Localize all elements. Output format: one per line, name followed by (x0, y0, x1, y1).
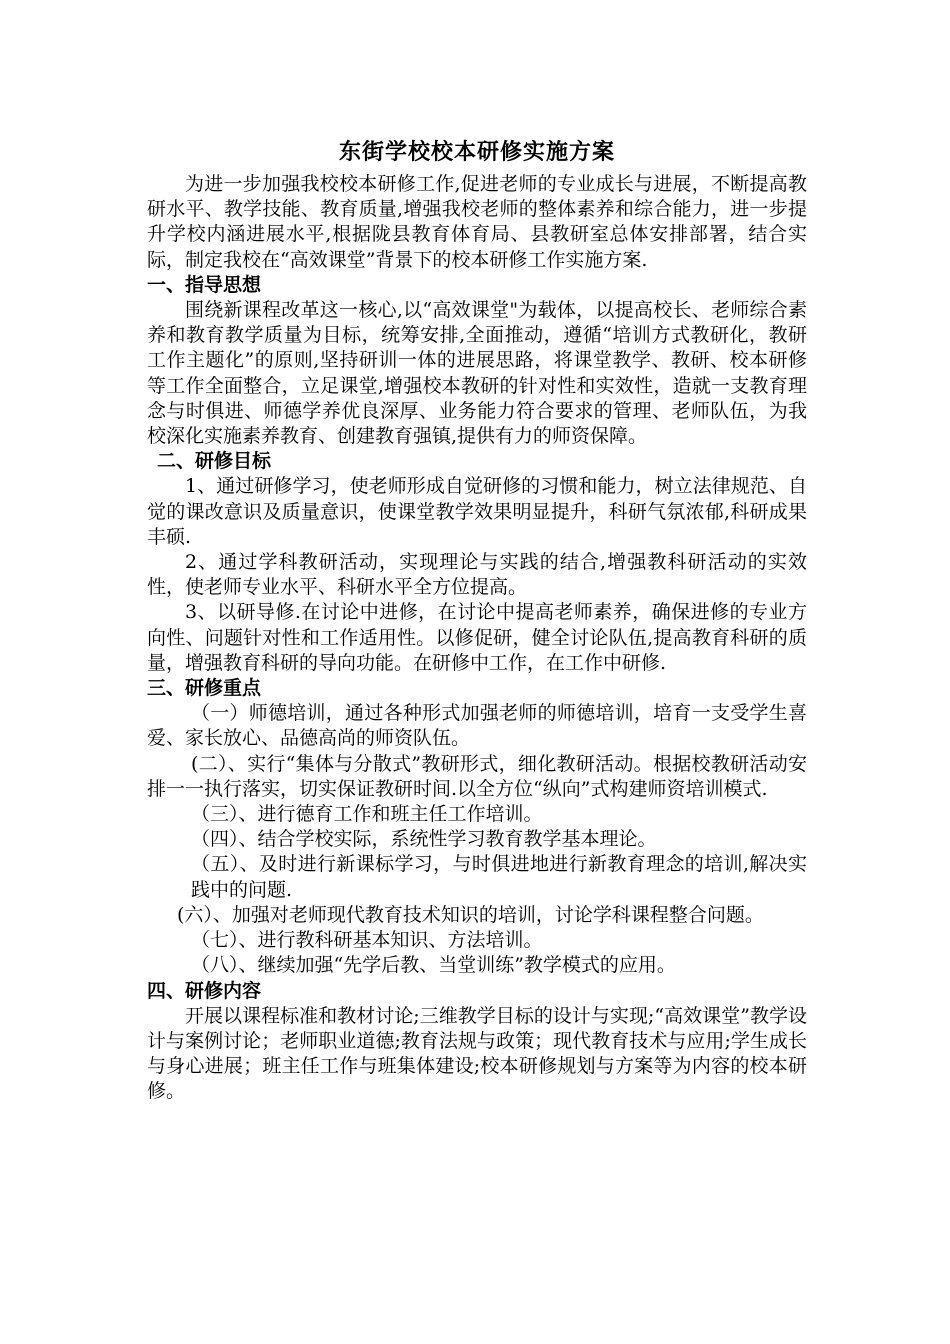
list-item: （一）师德培训，通过各种形式加强老师的师德培训，培育一支受学生喜爱、家长放心、品德高尚的师资队伍。 (147, 702, 807, 750)
section-paragraph: 3、以研导修.在讨论中进修，在讨论中提高老师素养，确保进修的专业方向性、问题针对性和工作适用性。以修促研，健全讨论队伍,提高教育科研的质量，增强教育科研的导向功能。在研修中工作，在工作中研修. (147, 601, 807, 674)
list-item: （七）、进行教科研基本知识、方法培训。 (191, 929, 543, 952)
list-item: (六）、加强对老师现代教育技术知识的培训，讨论学科课程整合问题。 (177, 903, 764, 926)
section-heading-goals: 二、研修目标 (157, 450, 272, 473)
list-item: （四）、结合学校实际，系统性学习教育教学基本理论。 (191, 828, 657, 851)
section-heading-guiding-thought: 一、指导思想 (147, 273, 262, 296)
section-paragraph: 开展以课程标准和教材讨论;三维教学目标的设计与实现;“高效课堂”教学设计与案例讨论；老师职业道德;教育法规与政策；现代教育技术与应用;学生成长与身心进展；班主任工作与班集体建设;校本研修规划与方案等为内容的校本研修。 (147, 1004, 807, 1103)
list-item: （五）、及时进行新课标学习，与时俱进地进行新教育理念的培训,解决实践中的问题. (191, 853, 807, 901)
section-paragraph: 围绕新课程改革这一核心,以“高效课堂"为载体，以提高校长、老师综合素养和教育教学质量为目标，统筹安排,全面推动，遵循“培训方式教研化，教研工作主题化”的原则,坚持研训一体的进展思路，将课堂教学、教研、校本研修等工作全面整合，立足课堂,增强校本教研的针对性和实效性，造就一支教育理念与时俱进、师德学养优良深厚、业务能力符合要求的管理、老师队伍，为我校深化实施素养教育、创建教育强镇,提供有力的师资保障。 (147, 299, 807, 448)
document-page (147, 134, 807, 1105)
document-title: 东街学校校本研修实施方案 (338, 140, 615, 165)
list-item: （三）、进行德育工作和班主任工作培训。 (191, 803, 543, 826)
section-heading-content: 四、研修内容 (147, 979, 262, 1002)
section-paragraph: 2、通过学科教研活动，实现理论与实践的结合,增强教科研活动的实效性，使老师专业水平、科研水平全方位提高。 (147, 551, 807, 599)
section-heading-focus: 三、研修重点 (147, 677, 262, 700)
list-item: (二）、实行“集体与分散式”教研形式，细化教研活动。根据校教研活动安排一一执行落实，切实保证教研时间.以全方位“纵向”式构建师资培训模式. (147, 752, 807, 800)
list-item: （八）、继续加强“先学后教、当堂训练”教学模式的应用。 (191, 954, 676, 977)
intro-paragraph: 为进一步加强我校校本研修工作,促进老师的专业成长与进展，不断提高教研水平、教学技能、教育质量,增强我校老师的整体素养和综合能力，进一步提升学校内涵进展水平,根据陇县教育体育局、县教研室总体安排部署，结合实际，制定我校在“高效课堂”背景下的校本研修工作实施方案. (147, 173, 807, 271)
section-paragraph: 1、通过研修学习，使老师形成自觉研修的习惯和能力，树立法律规范、自觉的课改意识及质量意识，使课堂教学效果明显提升，科研气氛浓郁,科研成果丰硕. (147, 475, 807, 548)
